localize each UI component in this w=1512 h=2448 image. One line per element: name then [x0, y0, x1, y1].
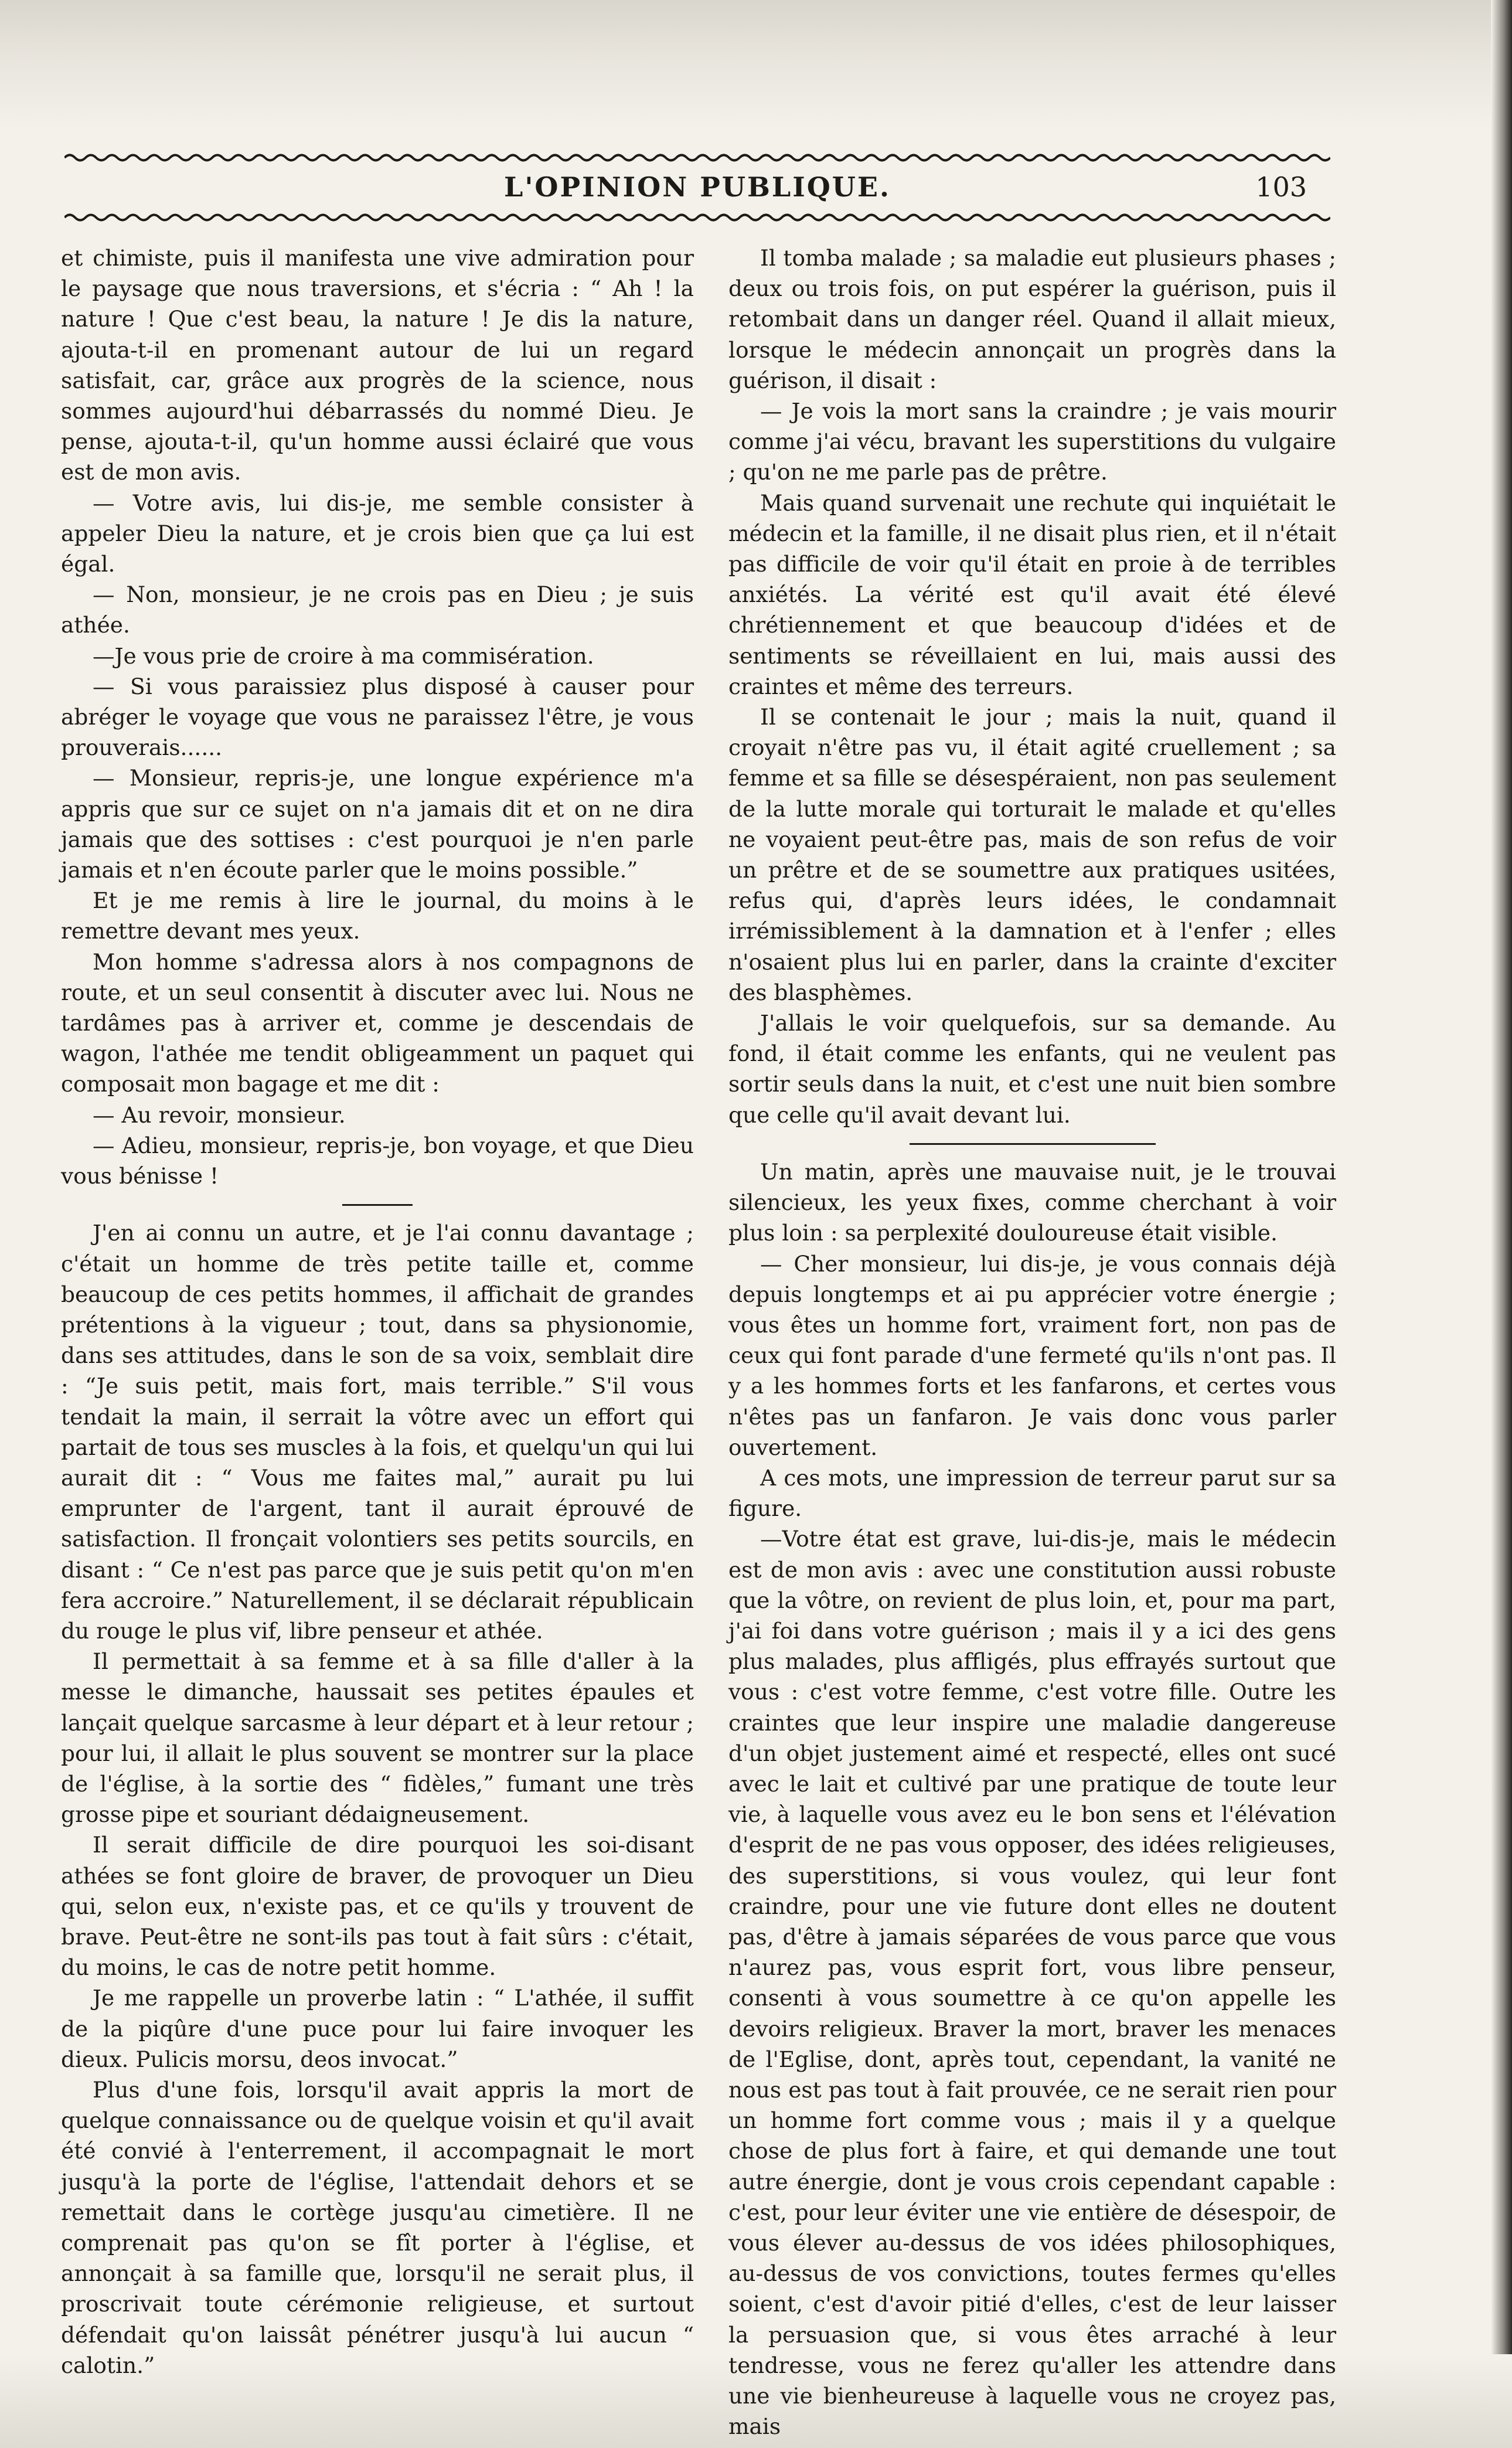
- paragraph: — Je vois la mort sans la craindre ; je vais mourir comme j'ai vécu, bravant les superstitions du vulgaire ; qu'on ne me parle pas de prêtre.: [728, 398, 1336, 485]
- header-wavy-rule-top: [64, 151, 1330, 164]
- section-separator: [342, 1204, 413, 1206]
- left-column: [61, 243, 694, 2381]
- paragraph: — Monsieur, repris-je, une longue expérience m'a appris que sur ce sujet on n'a jamais dit et on ne dira jamais que des sottises : c'est pourquoi je n'en parle jamais et n'en écoute parler que le moins possible.”: [61, 765, 694, 883]
- page-number: 103: [1255, 171, 1307, 203]
- paragraph: — Au revoir, monsieur.: [93, 1101, 346, 1128]
- paragraph: Un matin, après une mauvaise nuit, je le trouvai silencieux, les yeux fixes, comme cherchant à voir plus loin : sa perplexité douloureuse était visible.: [728, 1158, 1336, 1246]
- paragraph: Il serait difficile de dire pourquoi les soi-disant athées se font gloire de braver, de provoquer un Dieu qui, selon eux, n'existe pas, et ce qu'ils y trouvent de brave. Peut-être ne sont-ils pas tout à fait sûrs : c'était, du moins, le cas de notre petit homme.: [61, 1832, 694, 1981]
- right-column: [728, 243, 1336, 2442]
- paragraph: Et je me remis à lire le journal, du moins à le remettre devant mes yeux.: [61, 888, 694, 944]
- scan-border-top: [0, 0, 1512, 129]
- paragraph: Il permettait à sa femme et à sa fille d'aller à la messe le dimanche, haussait ses petites épaules et lançait quelque sarcasme à leur départ et à leur retour ; pour lui, il allait le plus souvent se montrer sur la place de l'église, à la sortie des “ fidèles,” fumant une très grosse pipe et souriant dédaigneusement.: [61, 1648, 694, 1828]
- paragraph: Il se contenait le jour ; mais la nuit, quand il croyait n'être pas vu, il était agité cruellement ; sa femme et sa fille se désespéraient, non pas seulement de la lutte morale qui torturait le malade et qu'elles ne voyaient peut-être pas, mais de son refus de voir un prêtre et de se soumettre aux pratiques usitées, refus qui, d'après leurs idées, le condamnait irrémissiblement à la damnation et à l'enfer ; elles n'osaient plus lui en parler, dans la crainte d'exciter des blasphèmes.: [728, 704, 1336, 1005]
- paragraph: Je me rappelle un proverbe latin : “ L'athée, il suffit de la piqûre d'une puce pour lui faire invoquer les dieux. Pulicis morsu, deos invocat.”: [61, 1985, 694, 2072]
- paragraph: —Je vous prie de croire à ma commisération.: [93, 642, 594, 669]
- paragraph: A ces mots, une impression de terreur parut sur sa figure.: [728, 1464, 1336, 1522]
- paragraph: — Cher monsieur, lui dis-je, je vous connais déjà depuis longtemps et ai pu apprécier votre énergie ; vous êtes un homme fort, vraiment fort, non pas de ceux qui font parade d'une fermeté qu'ils n'ont pas. Il y a les hommes forts et les fanfarons, et certes vous n'êtes pas un fanfaron. Je vais donc vous parler ouvertement.: [728, 1250, 1336, 1460]
- header-wavy-rule-bottom: [64, 211, 1330, 224]
- paragraph: — Non, monsieur, je ne crois pas en Dieu ; je suis athée.: [61, 582, 694, 638]
- paragraph: J'en ai connu un autre, et je l'ai connu davantage ; c'était un homme de très petite taille et, comme beaucoup de ces petits hommes, il affichait de grandes prétentions à la vigueur ; tout, dans sa physionomie, dans ses attitudes, dans le son de sa voix, semblait dire : “Je suis petit, mais fort, mais terrible.” S'il vous tendait la main, il serrait la vôtre avec un effort qui partait de tous ses muscles à la fois, et quelqu'un qui lui aurait dit : “ Vous me faites mal,” aurait pu lui emprunter de l'argent, tant il aurait éprouvé de satisfaction. Il fronçait volontiers ses petits sourcils, en disant : “ Ce n'est pas parce que je suis petit qu'on m'en fera accroire.” Naturellement, il se déclarait républicain du rouge le plus vif, libre penseur et athée.: [61, 1220, 694, 1644]
- page-header: [64, 171, 1330, 209]
- journal-title: L'OPINION PUBLIQUE.: [503, 171, 891, 203]
- section-separator: [910, 1143, 1156, 1145]
- scan-border-right: [1491, 0, 1512, 2448]
- paragraph: Mais quand survenait une rechute qui inquiétait le médecin et la famille, il ne disait plus rien, et il n'était pas difficile de voir qu'il était en proie à de terribles anxiétés. La vérité est qu'il avait été élevé chrétiennement et que beaucoup d'idées et de sentiments se réveillaient en lui, mais aussi des craintes et même des terreurs.: [728, 489, 1336, 699]
- paragraph: — Votre avis, lui dis-je, me semble consister à appeler Dieu la nature, et je crois bien que ça lui est égal.: [61, 489, 694, 577]
- paragraph: Plus d'une fois, lorsqu'il avait appris la mort de quelque connaissance ou de quelque voisin et qu'il avait été convié à l'enterrement, il accompagnait le mort jusqu'à la porte de l'église, l'attendait dehors et se remettait dans le cortège jusqu'au cimetière. Il ne comprenait pas qu'on se fît porter à l'église, et annonçait à sa famille que, lorsqu'il ne serait plus, il proscrivait toute cérémonie religieuse, et surtout défendait qu'on laissât pénétrer jusqu'à lui aucun “ calotin.”: [61, 2076, 694, 2378]
- paragraph: —Votre état est grave, lui-dis-je, mais le médecin est de mon avis : avec une constitution aussi robuste que la vôtre, on revient de plus loin, et, pour ma part, j'ai foi dans votre guérison ; mais il y a ici des gens plus malades, plus affligés, plus effrayés surtout que vous : c'est votre femme, c'est votre fille. Outre les craintes que leur inspire une maladie dangereuse d'un objet justement aimé et respecté, elles ont sucé avec le lait et cultivé par une pratique de toute leur vie, à laquelle vous avez eu le bon sens et l'élévation d'esprit de ne pas vous opposer, des idées religieuses, des superstitions, si vous voulez, qui leur font craindre, pour une vie future dont elles ne doutent pas, d'être à jamais séparées de vous parce que vous n'aurez pas, vous esprit fort, vous libre penseur, consenti à vous soumettre à ce qu'on appelle les devoirs religieux. Braver la mort, braver les menaces de l'Eglise, dont, après tout, cependant, la vanité ne nous est pas tout à fait prouvée, ce ne serait rien pour un homme fort comme vous ; mais il y a quelque chose de plus fort à faire, et qui demande une tout autre énergie, dont je vous crois cependant capable : c'est, pour leur éviter une vie entière de désespoir, de vous élever au-dessus de vos idées philosophiques, au-dessus de vos convictions, toutes fermes qu'elles soient, c'est d'avoir pitié d'elles, c'est de leur laisser la persuasion que, si vous êtes arraché à leur tendresse, vous ne ferez qu'aller les attendre dans une vie bienheureuse à laquelle vous ne croyez pas, mais: [728, 1526, 1336, 2440]
- paragraph: — Adieu, monsieur, repris-je, bon voyage, et que Dieu vous bénisse !: [61, 1132, 694, 1189]
- paragraph: Il tomba malade ; sa maladie eut plusieurs phases ; deux ou trois fois, on put espérer la guérison, puis il retombait dans un danger réel. Quand il allait mieux, lorsque le médecin annonçait un progrès dans la guérison, il disait :: [728, 245, 1336, 393]
- paragraph: et chimiste, puis il manifesta une vive admiration pour le paysage que nous traversions, et s'écria : “ Ah ! la nature ! Que c'est beau, la nature ! Je dis la nature, ajouta-t-il en promenant autour de lui un regard satisfait, car, grâce aux progrès de la science, nous sommes aujourd'hui débarrassés du nommé Dieu. Je pense, ajouta-t-il, qu'un homme aussi éclairé que vous est de mon avis.: [61, 245, 694, 485]
- paragraph: J'allais le voir quelquefois, sur sa demande. Au fond, il était comme les enfants, qui ne veulent pas sortir seuls dans la nuit, et c'est une nuit bien sombre que celle qu'il avait devant lui.: [728, 1010, 1336, 1128]
- paragraph: Mon homme s'adressa alors à nos compagnons de route, et un seul consentit à discuter avec lui. Nous ne tardâmes pas à arriver et, comme je descendais de wagon, l'athée me tendit obligeamment un paquet qui composait mon bagage et me dit :: [61, 948, 694, 1097]
- paragraph: — Si vous paraissiez plus disposé à causer pour abréger le voyage que vous ne paraissez l'être, je vous prouverais......: [61, 673, 694, 761]
